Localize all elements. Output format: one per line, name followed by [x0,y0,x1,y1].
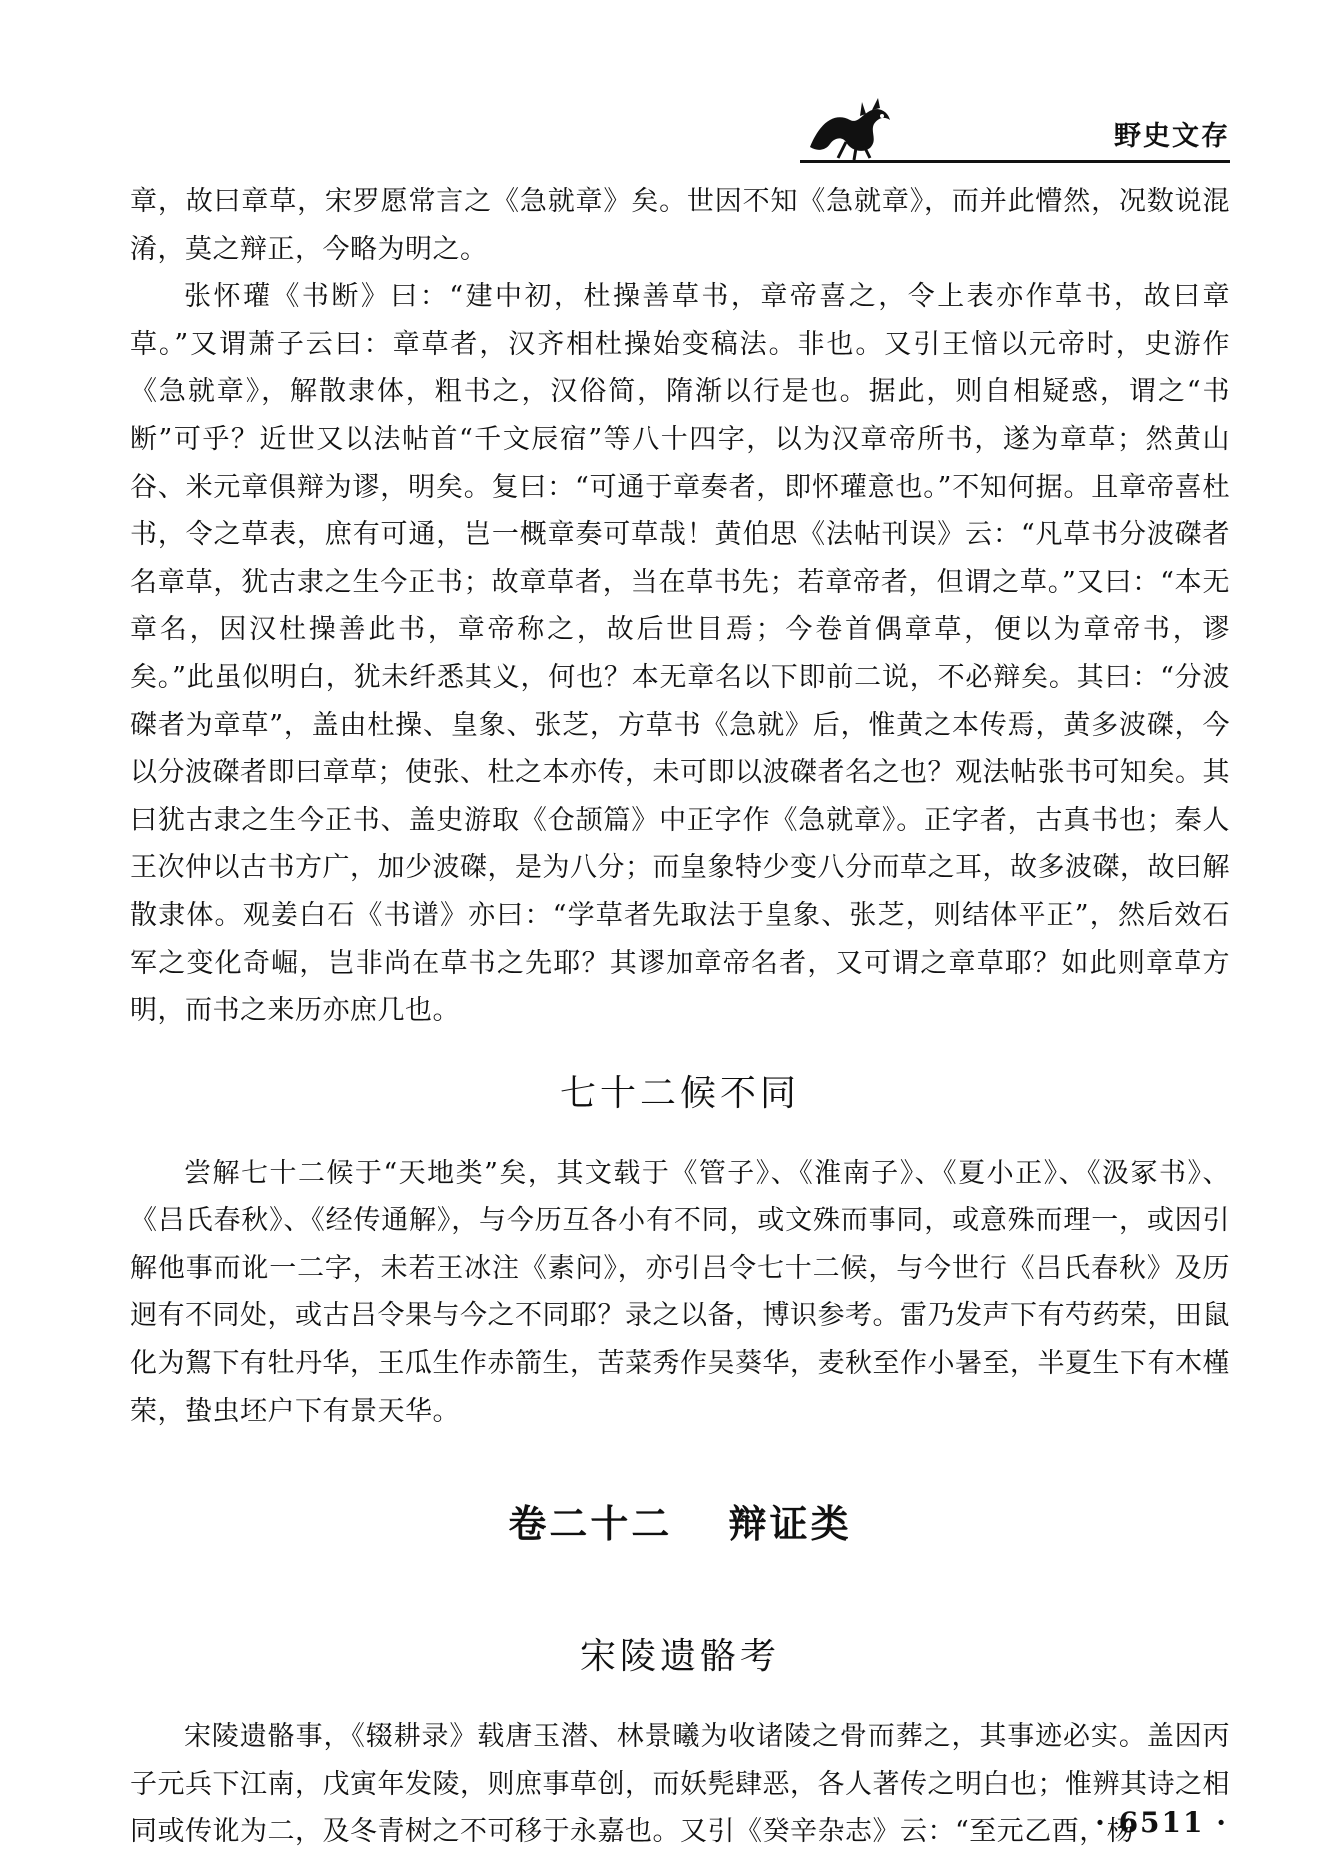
paragraph-continued: 章，故曰章草，宋罗愿常言之《急就章》矣。世因不知《急就章》，而并此懵然，况数说混淆，莫之辩正，今略为明之。 [130,186,1230,265]
paragraph-song-tombs: 宋陵遗骼事，《辍耕录》载唐玉潜、林景曦为收诸陵之骨而葬之，其事迹必实。盖因丙子元兵下江南，戊寅年发陵，则庶事草创，而妖髡肆恶，各人著传之明白也；惟辨其诗之相同或传讹为二，及冬青树之不可移于永嘉也。又引《癸辛杂志》云：“至元乙酉，杨 [130,1721,1230,1848]
header-rule [800,160,1230,163]
volume-title: 卷二十二 辩证类 [508,1502,852,1547]
section-title-seventy-two-hou: 七十二候不同 [559,1072,800,1114]
section-title-song-tombs: 宋陵遗骼考 [579,1636,780,1678]
paragraph-seventy-two-hou: 尝解七十二候于“天地类”矣，其文载于《管子》、《淮南子》、《夏小正》、《汲冢书》、《吕氏春秋》、《经传通解》，与今历互各小有不同，或文殊而事同，或意殊而理一，或因引解他事而讹一二字，未若王冰注《素问》，亦引吕令七十二候，与今世行《吕氏春秋》及历迥有不同处，或古吕令果与今之不同耶？录之以备，博识参考。雷乃发声下有芍药荣，田鼠化为鴽下有牡丹华，王瓜生作赤箭生，苦菜秀作吴葵华，麦秋至作小暑至，半夏生下有木槿荣，蛰虫坯户下有景天华。 [130,1157,1230,1427]
page-number: · 6511 · [1095,1806,1228,1839]
dragon-emblem-icon [800,92,900,162]
running-head-title: 野史文存 [1114,121,1230,152]
paragraph-zhangcao: 张怀瓘《书断》曰：“建中初，杜操善草书，章帝喜之，令上表亦作草书，故曰章草。”又谓萧子云曰：章草者，汉齐相杜操始变稿法。非也。又引王愔以元帝时，史游作《急就章》，解散隶体，粗书之，汉俗简，隋渐以行是也。据此，则自相疑惑，谓之“书断”可乎？近世又以法帖首“千文辰宿”等八十四字，以为汉章帝所书，遂为章草；然黄山谷、米元章俱辩为谬，明矣。复曰：“可通于章奏者，即怀瓘意也。”不知何据。且章帝喜杜书，令之草表，庶有可通，岂一概章奏可草哉！黄伯思《法帖刊误》云：“凡草书分波磔者名章草，犹古隶之生今正书；故章草者，当在草书先；若章帝者，但谓之草。”又曰：“本无章名，因汉杜操善此书，章帝称之，故后世目焉；今卷首偶章草，便以为章帝书，谬矣。”此虽似明白，犹未纤悉其义，何也？本无章名以下即前二说，不必辩矣。其曰：“分波磔者为章草”，盖由杜操、皇象、张芝，方草书《急就》后，惟黄之本传焉，黄多波磔，今以分波磔者即曰章草；使张、杜之本亦传，未可即以波磔者名之也？观法帖张书可知矣。其曰犹古隶之生今正书、盖史游取《仓颉篇》中正字作《急就章》。正字者，古真书也；秦人王次仲以古书方广，加少波磔，是为八分；而皇象特少变八分而草之耳，故多波磔，故曰解散隶体。观姜白石《书谱》亦曰：“学草者先取法于皇象、张芝，则结体平正”，然后效石军之变化奇崛，岂非尚在草书之先耶？其谬加章帝名者，又可谓之章草耶？如此则章草方明，而书之来历亦庶几也。 [130,281,1230,1027]
page-body [130,178,1230,1856]
